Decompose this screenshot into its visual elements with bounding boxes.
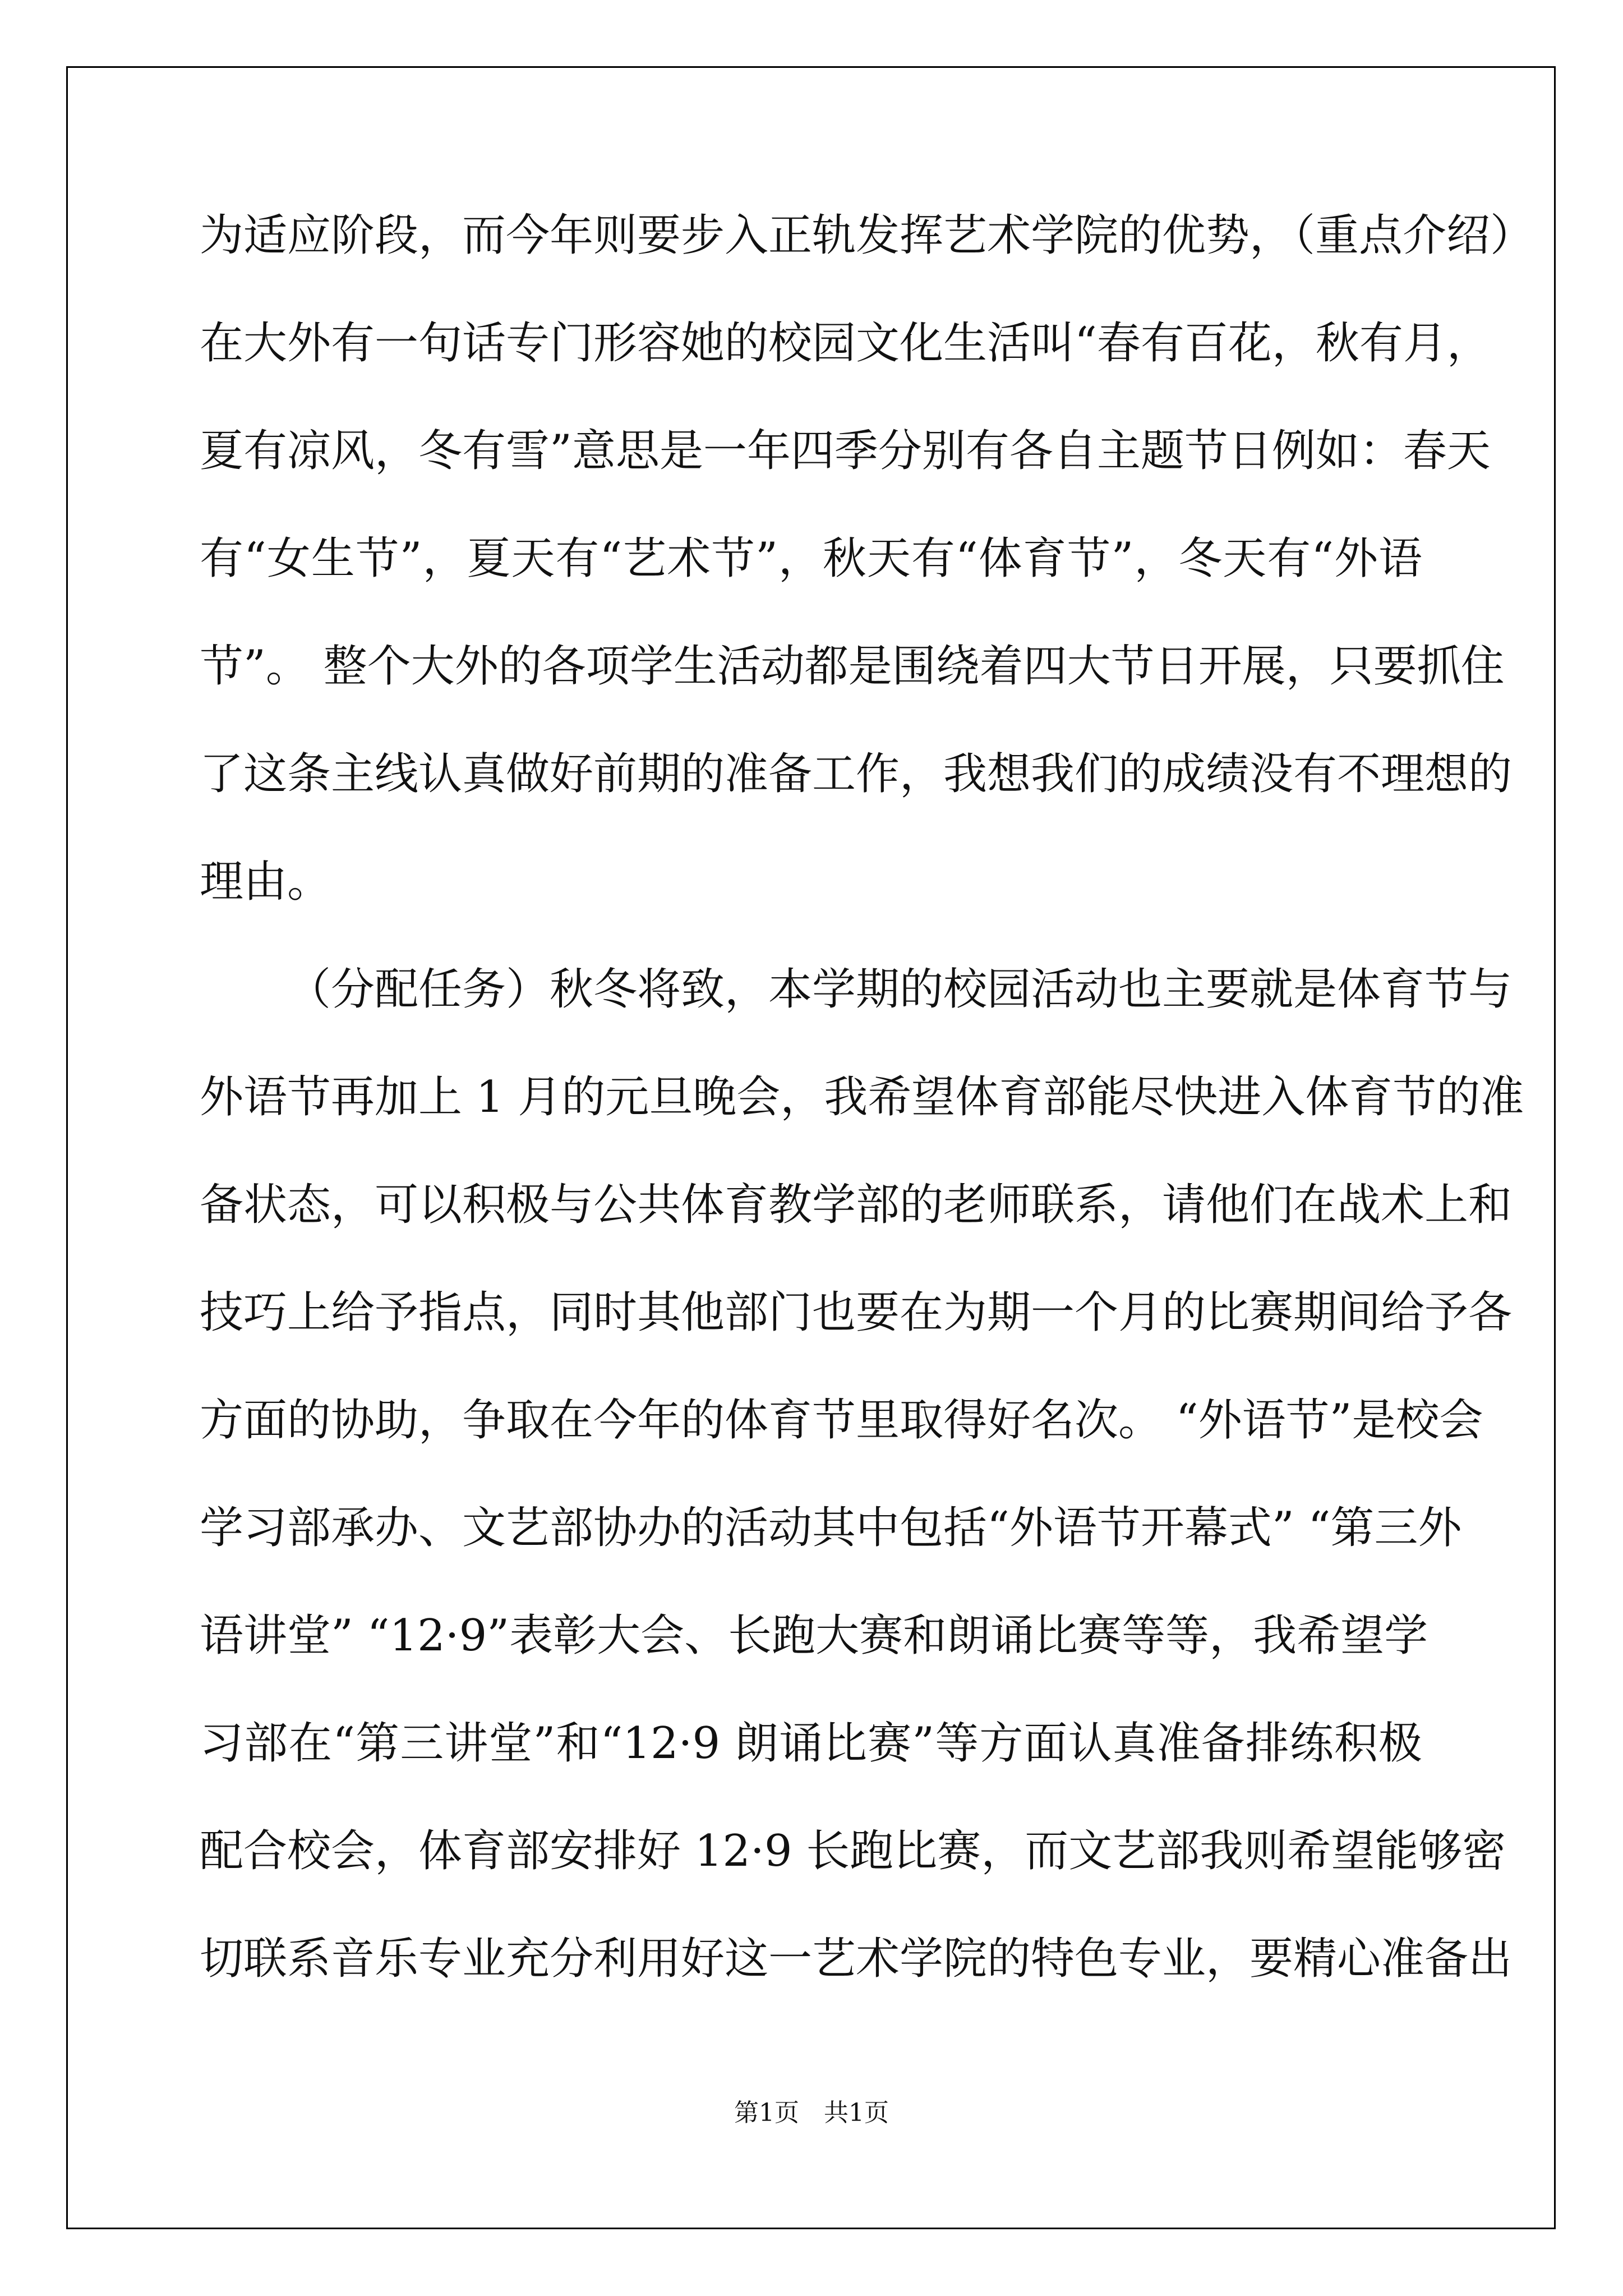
text-line: 配合校会，体育部安排好 12·9 长跑比赛，而文艺部我则希望能够密 — [200, 1826, 1506, 1876]
text-line: 夏有凉风，冬有雪”意思是一年四季分别有各自主题节日例如：春天 — [200, 426, 1491, 476]
text-line: 备状态，可以积极与公共体育教学部的老师联系，请他们在战术上和 — [200, 1180, 1513, 1230]
text-line: 节”。 整个大外的各项学生活动都是围绕着四大节日开展，只要抓住 — [200, 641, 1505, 692]
text-line: 语讲堂” “12·9”表彰大会、长跑大赛和朗诵比赛等等，我希望学 — [200, 1611, 1428, 1661]
page-footer: 第1页 共1页 — [734, 2099, 889, 2127]
text-line: 方面的协助，争取在今年的体育节里取得好名次。 “外语节”是校会 — [200, 1395, 1483, 1446]
text-line: 了这条主线认真做好前期的准备工作，我想我们的成绩没有不理想的 — [200, 749, 1513, 799]
text-line: 有“女生节”，夏天有“艺术节”，秋天有“体育节”，冬天有“外语 — [200, 533, 1422, 584]
text-line: 外语节再加上 1 月的元旦晚会，我希望体育部能尽快进入体育节的准 — [200, 1072, 1524, 1122]
text-line: （分配任务）秋冬将致，本学期的校园活动也主要就是体育节与 — [287, 964, 1513, 1015]
text-line: 学习部承办、文艺部协办的活动其中包括“外语节开幕式” “第三外 — [200, 1503, 1462, 1553]
text-line: 技巧上给予指点，同时其他部门也要在为期一个月的比赛期间给予各 — [200, 1287, 1513, 1338]
text-line: 理由。 — [200, 857, 331, 907]
text-line: 在大外有一句话专门形容她的校园文化生活叫“春有百花，秋有月， — [200, 318, 1491, 369]
text-line: 为适应阶段，而今年则要步入正轨发挥艺术学院的优势，（重点介绍） — [200, 210, 1534, 261]
text-line: 习部在“第三讲堂”和“12·9 朗诵比赛”等方面认真准备排练积极 — [200, 1718, 1422, 1769]
text-line: 切联系音乐专业充分利用好这一艺术学院的特色专业，要精心准备出 — [200, 1934, 1513, 1984]
page-border — [66, 66, 1556, 2229]
